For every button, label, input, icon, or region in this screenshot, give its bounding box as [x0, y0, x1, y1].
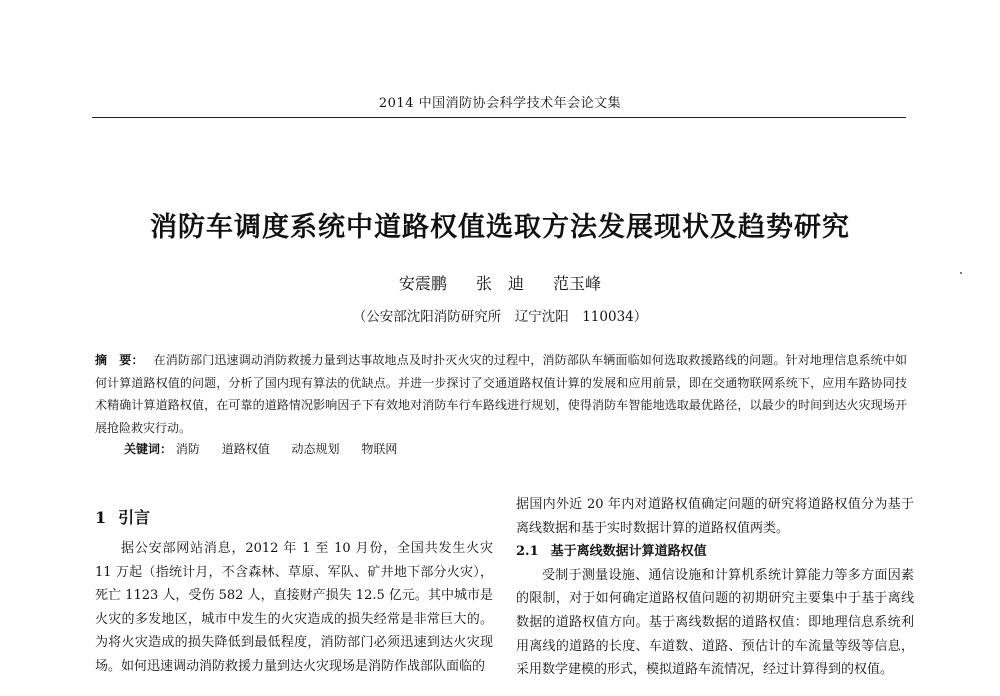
right-column-intro: 据国内外近 20 年内对道路权值确定问题的研究将道路权值分为基于离线数据和基于实时数据计算的道路权值两类。 [516, 497, 914, 536]
right-column [516, 493, 914, 682]
abstract-label: 摘 要： [95, 353, 144, 367]
left-column [95, 537, 493, 679]
author-1: 安震鹏 [398, 274, 447, 293]
subsection-2-1-number: 2.1 [516, 544, 539, 560]
subsection-2-1-paragraph: 受制于测量设施、通信设施和计算机系统计算能力等多方面因素的限制，对于如何确定道路权值问题的初期研究主要集中于基于离线数据的道路权值方向。基于离线数据的道路权值：即地理信息系统利用离线的道路的长度、车道数、道路、预估计的车流量等级等信息，采用数学建模的形式，模拟道路车流情况，经过计算得到的权值。 [516, 567, 914, 678]
running-header: 2014 中国消防协会科学技术年会论文集 [378, 96, 622, 111]
header-rule [92, 117, 906, 118]
subsection-2-1-title: 基于离线数据计算道路权值 [550, 544, 707, 560]
keywords [124, 440, 904, 457]
section-1-heading [95, 505, 150, 528]
section-1-paragraph: 据公安部网站消息，2012 年 1 至 10 月份，全国共发生火灾 11 万起（指统计月，不含森林、草原、军队、矿井地下部分火灾），死亡 1123 人，受伤 582 人，直接财产损失 12.5 亿元。其中城市是火灾的多发地区，城市中发生的火灾造成的损失经常是非常巨大的。为将火灾造成的损失降低到最低程度，消防部门必须迅速到达火灾现场。如何迅速调动消防救援力量到达火灾现场是消防作战部队面临的 [95, 541, 493, 674]
abstract-text: 在消防部门迅速调动消防救援力量到达事故地点及时扑灭火灾的过程中，消防部队车辆面临如何选取救援路线的问题。针对地理信息系统中如何计算道路权值的问题，分析了国内现有算法的优缺点。并进一步探讨了交通道路权值计算的发展和应用前景，即在交通物联网系统下，应用车路协同技术精确计算道路权值，在可靠的道路情况影响因子下有效地对消防车行车路线进行规划，使得消防车智能地选取最优路径，以最少的时间到达火灾现场开展抢险救灾行动。 [95, 353, 907, 435]
affiliation: （公安部沈阳消防研究所 辽宁沈阳 110034） [352, 309, 648, 325]
keyword-3: 动态规划 [291, 442, 340, 456]
author-list [0, 271, 1000, 294]
section-1-number: 1 [95, 508, 107, 527]
keyword-1: 消防 [175, 442, 200, 456]
subsection-2-1-heading [516, 540, 914, 564]
scan-speck [960, 272, 962, 274]
keyword-2: 道路权值 [221, 442, 270, 456]
section-1-title: 引言 [118, 508, 151, 527]
abstract [95, 349, 907, 439]
paper-title: 消防车调度系统中道路权值选取方法发展现状及趋势研究 [150, 212, 850, 243]
keyword-4: 物联网 [361, 442, 398, 456]
keywords-label: 关键词： [124, 442, 173, 456]
author-3: 范玉峰 [553, 274, 602, 293]
author-2: 张 迪 [475, 274, 524, 293]
